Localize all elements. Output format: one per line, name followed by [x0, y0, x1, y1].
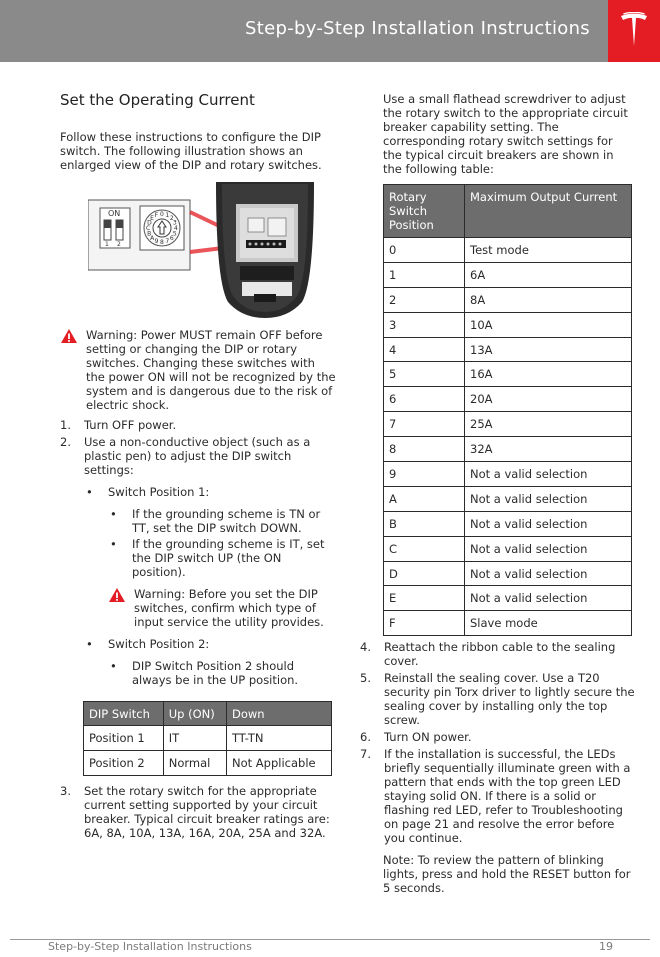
rotary-dial-char: 1: [165, 212, 170, 220]
table-cell: Not a valid selection: [465, 536, 632, 561]
dip-number-2: 2: [117, 241, 121, 248]
table-header: DIP Switch: [84, 702, 164, 726]
table-row: [384, 437, 632, 462]
table-cell: Test mode: [465, 238, 632, 263]
rotary-dial-char: 3: [172, 219, 177, 227]
footer-title: Step-by-Step Installation Instructions: [48, 940, 252, 953]
table-row: [384, 561, 632, 586]
bullet-text: Switch Position 2:: [108, 637, 210, 651]
table-row: [384, 486, 632, 511]
brand-logo: [608, 0, 660, 62]
step-text: Set the rotary switch for the appropriate current setting supported by your circuit breaker. Typical circuit breaker ratings are: 6A, 8A, 10A, 13A, 16A, 20A, 25A and 32A.: [84, 784, 330, 840]
rotary-dial-char: 5: [172, 230, 177, 238]
warning-power-off: [60, 328, 336, 412]
table-cell: Normal: [163, 751, 226, 776]
table-cell: 10A: [465, 312, 632, 337]
table-cell: 32A: [465, 437, 632, 462]
step-4: [360, 640, 635, 668]
step-number: 6.: [360, 730, 371, 745]
note-text: Note: To review the pattern of blinking lights, press and hold the RESET button for 5 seconds.: [383, 853, 631, 896]
table-header: Maximum Output Current: [465, 185, 632, 238]
table-cell: C: [384, 536, 465, 561]
table-cell: 6A: [465, 262, 632, 287]
table-cell: 2: [384, 287, 465, 312]
intro-paragraph: Follow these instructions to configure the DIP switch. The following illustration shows an enlarged view of the DIP and rotary switches.: [60, 130, 322, 172]
table-cell: 20A: [465, 387, 632, 412]
table-cell: 8: [384, 437, 465, 462]
step-number: 2.: [60, 435, 71, 449]
step-text: Turn ON power.: [384, 730, 472, 745]
list-item: [108, 659, 336, 687]
rotary-dial-char: B: [147, 230, 152, 238]
table-cell: Not a valid selection: [465, 486, 632, 511]
dip-number-1: 1: [105, 241, 109, 248]
switch-positions-list: [84, 485, 336, 687]
bullet-text: If the grounding scheme is IT, set the DIP switch UP (the ON position).: [132, 537, 325, 579]
bullet-icon: •: [86, 485, 93, 499]
table-cell: IT: [163, 726, 226, 751]
bullet-icon: •: [86, 637, 93, 651]
table-row: [84, 726, 332, 751]
warning-text: Warning: Power MUST remain OFF before setting or changing the DIP or rotary switches. Changing these switches with the power ON will not be recognized by the system and is dangerous due to the risk of electric shock.: [86, 328, 336, 412]
warning-text: Warning: Before you set the DIP switches, confirm which type of input service the utility provides.: [134, 587, 324, 629]
step-number: 7.: [360, 747, 371, 762]
step-3: [60, 784, 336, 840]
table-row: [84, 751, 332, 776]
page-header: [0, 0, 608, 62]
table-cell: Not a valid selection: [465, 586, 632, 611]
switch-closeup: [88, 200, 190, 270]
table-row: [384, 287, 632, 312]
left-column: [60, 90, 336, 843]
table-row: [384, 412, 632, 437]
table-cell: Position 1: [84, 726, 164, 751]
table-cell: Not a valid selection: [465, 462, 632, 487]
dip-switch-table: [83, 701, 332, 776]
table-cell: 4: [384, 337, 465, 362]
table-cell: 7: [384, 412, 465, 437]
position-1-details: [108, 507, 336, 579]
rotary-dial-char: C: [146, 225, 151, 232]
table-row: [384, 337, 632, 362]
table-row: [384, 462, 632, 487]
rotary-dial-char: 0: [160, 211, 164, 218]
step-text: Reinstall the sealing cover. Use a T20 security pin Torx driver to lightly secure the sealing cover by installing only the top screw.: [384, 671, 635, 728]
right-column: [360, 92, 635, 896]
table-row: [384, 536, 632, 561]
table-row: [384, 511, 632, 536]
table-row: [384, 362, 632, 387]
step-number: 3.: [60, 784, 71, 798]
table-row: [384, 262, 632, 287]
table-cell: 13A: [465, 337, 632, 362]
table-header: Rotary Switch Position: [384, 185, 465, 238]
bullet-text: DIP Switch Position 2 should always be in the UP position.: [132, 659, 299, 687]
table-header-row: [84, 702, 332, 726]
steps-list-left: [60, 418, 336, 840]
section-title: Set the Operating Current: [60, 91, 255, 109]
table-row: [384, 312, 632, 337]
table-row: [384, 238, 632, 263]
table-cell: 9: [384, 462, 465, 487]
header-title: Step-by-Step Installation Instructions: [245, 18, 590, 39]
rotary-dial-char: D: [147, 219, 152, 227]
table-cell: E: [384, 586, 465, 611]
table-cell: 25A: [465, 412, 632, 437]
page-number: 19: [599, 940, 613, 953]
table-cell: D: [384, 561, 465, 586]
table-cell: 5: [384, 362, 465, 387]
table-cell: 0: [384, 238, 465, 263]
table-cell: TT-TN: [226, 726, 331, 751]
rotary-switch-table: [383, 184, 632, 636]
bullet-text: If the grounding scheme is TN or TT, set the DIP switch DOWN.: [132, 507, 321, 535]
rotary-dial-char: 2: [169, 215, 174, 223]
rotary-dial-char: E: [150, 215, 154, 223]
charger-unit: [216, 182, 314, 318]
step-text: Turn OFF power.: [84, 418, 177, 432]
table-cell: A: [384, 486, 465, 511]
table-cell: Slave mode: [465, 611, 632, 636]
warning-triangle-icon: [108, 587, 126, 603]
bullet-icon: •: [110, 659, 117, 673]
warning-triangle-icon: [60, 328, 78, 344]
rotary-dial-char: 7: [165, 237, 170, 245]
table-cell: Not a valid selection: [465, 511, 632, 536]
step-7: [360, 747, 635, 845]
switch-position-2: [84, 637, 336, 687]
table-cell: 8A: [465, 287, 632, 312]
step-6: [360, 730, 635, 744]
dip-on-label: ON: [108, 209, 121, 218]
list-item: [108, 537, 336, 579]
bullet-icon: •: [110, 537, 117, 551]
table-cell: 16A: [465, 362, 632, 387]
step-5: [360, 671, 635, 727]
step-number: 5.: [360, 671, 371, 686]
list-item: [108, 507, 336, 535]
table-cell: Not a valid selection: [465, 561, 632, 586]
table-header: Up (ON): [163, 702, 226, 726]
rotary-dial-char: F: [154, 212, 159, 220]
rotary-dial-char: A: [150, 234, 155, 242]
rotary-table-body: [384, 238, 632, 636]
rotary-dial-char: 9: [154, 237, 159, 245]
switch-illustration: [88, 182, 328, 318]
table-cell: 1: [384, 262, 465, 287]
position-2-details: [108, 659, 336, 687]
rotary-dial-char: 6: [169, 234, 174, 242]
rotary-dial-char: 8: [160, 239, 164, 246]
rotary-dial-char: 4: [174, 225, 178, 232]
steps-list-right: [360, 640, 635, 845]
table-cell: 3: [384, 312, 465, 337]
table-row: [384, 586, 632, 611]
table-row: [384, 611, 632, 636]
bullet-text: Switch Position 1:: [108, 485, 210, 499]
switch-position-1: [84, 485, 336, 629]
step-text: Use a non-conductive object (such as a plastic pen) to adjust the DIP switch settings:: [84, 435, 311, 477]
step-2: [60, 435, 336, 776]
rotary-intro: Use a small flathead screwdriver to adjust the rotary switch to the appropriate circuit breaker capability setting. The corresponding rotary switch settings for the typical circuit breakers are shown in the following table:: [383, 92, 628, 176]
table-header: Down: [226, 702, 331, 726]
step-number: 1.: [60, 418, 71, 432]
step-1: [60, 418, 336, 432]
step-text: If the installation is successful, the LEDs briefly sequentially illuminate green with a pattern that ends with the top green LED staying solid ON. If there is a solid or flashing red LED, refer to Troubleshooting on page 21 and resolve the error before you continue.: [384, 747, 631, 846]
table-row: [384, 387, 632, 412]
table-cell: 6: [384, 387, 465, 412]
step-text: Reattach the ribbon cable to the sealing cover.: [384, 640, 616, 669]
table-cell: F: [384, 611, 465, 636]
table-cell: Not Applicable: [226, 751, 331, 776]
bullet-icon: •: [110, 507, 117, 521]
tesla-logo-icon: [620, 12, 648, 48]
table-header-row: [384, 185, 632, 238]
table-cell: Position 2: [84, 751, 164, 776]
warning-input-service: [108, 587, 336, 629]
step-number: 4.: [360, 640, 371, 655]
table-cell: B: [384, 511, 465, 536]
